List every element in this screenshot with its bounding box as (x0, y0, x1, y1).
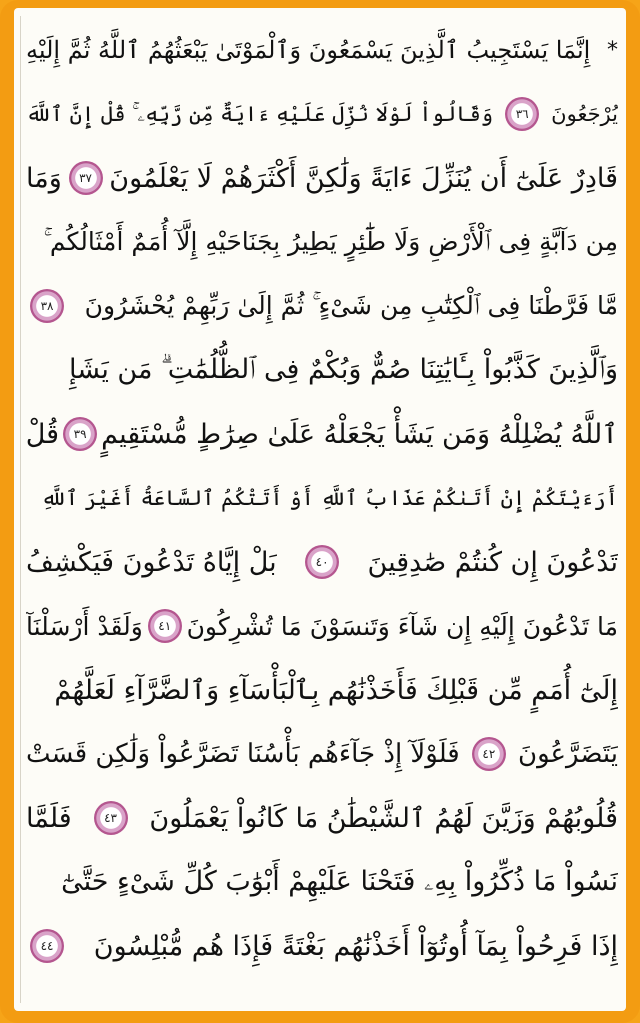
ayah-number-marker[interactable]: ٣٦ (505, 97, 539, 131)
ayah-number-marker[interactable]: ٣٨ (30, 289, 64, 323)
page-margin-line (20, 16, 21, 1003)
line-text: أَرَءَيْتَكُمْ إِنْ أَتَىٰكُمْ عَذَابُ ٱللَّهِ أَوْ أَتَتْكُمُ ٱلسَّاعَةُ أَغَيْرَ ٱللَّهِ (41, 486, 618, 510)
line-text: يَتَضَرَّعُونَ (517, 739, 618, 769)
line-1 (26, 18, 618, 82)
line-text: ٱللَّهُ يُضْلِلْهُ وَمَن يَشَأْ يَجْعَلْهُ عَلَىٰ صِرَٰطٍ مُّسْتَقِيمٍ (101, 418, 618, 450)
line-12 (26, 722, 618, 786)
ayah-number-marker[interactable]: ٤٢ (472, 737, 506, 771)
line-4 (26, 210, 618, 274)
verse-lines (26, 18, 618, 1001)
ayah-number-marker[interactable]: ٤٣ (94, 801, 128, 835)
line-text: إِنَّمَا يَسْتَجِيبُ ٱلَّذِينَ يَسْمَعُونَ وَٱلْمَوْتَىٰ يَبْعَثُهُمُ ٱللَّهُ ثُمَّ إِلَيْهِ (26, 36, 591, 64)
line-5 (26, 274, 618, 338)
line-11 (26, 658, 618, 722)
line-text: إِذَا فَرِحُواْ بِمَآ أُوتُوٓاْ أَخَذْنَٰهُم بَغْتَةً فَإِذَا هُم مُّبْلِسُونَ (93, 930, 618, 962)
line-9 (26, 530, 618, 594)
line-10 (26, 594, 618, 658)
line-text: يُرْجَعُونَ (551, 102, 618, 126)
line-6 (26, 338, 618, 402)
mushaf-page[interactable] (14, 8, 626, 1011)
line-text: نَسُواْ مَا ذُكِّرُواْ بِهِۦ فَتَحْنَا عَلَيْهِمْ أَبْوَٰبَ كُلِّ شَىْءٍ حَتَّىٰٓ (61, 866, 618, 897)
ayah-number-marker[interactable]: ٤٤ (30, 929, 64, 963)
line-text: مِن دَآبَّةٍ فِى ٱلْأَرْضِ وَلَا طَٰٓئِرٍ يَطِيرُ بِجَنَاحَيْهِ إِلَّآ أُمَمٌ أَمْثَالُكُم ۚ (43, 227, 618, 256)
hizb-star-icon: * (607, 37, 618, 63)
line-3 (26, 146, 618, 210)
line-text-after: وَقَالُواْ لَوْلَا نُزِّلَ عَلَيْهِ ءَايَةٌ مِّن رَّبِّهِۦ ۚ قُلْ إِنَّ ٱللَّهَ (26, 101, 494, 126)
ayah-number-marker[interactable]: ٣٩ (63, 417, 97, 451)
line-text-after: قُلْ (26, 418, 60, 450)
line-2 (26, 82, 618, 146)
ayah-number-marker[interactable]: ٤٠ (305, 545, 339, 579)
line-8 (26, 466, 618, 530)
line-text-after: وَلَقَدْ أَرْسَلْنَآ (26, 611, 143, 641)
line-7 (26, 402, 618, 466)
line-text: إِلَىٰٓ أُمَمٍ مِّن قَبْلِكَ فَأَخَذْنَٰهُم بِٱلْبَأْسَآءِ وَٱلضَّرَّآءِ لَعَلَّهُمْ (54, 674, 618, 706)
line-text: مَا تَدْعُونَ إِلَيْهِ إِن شَآءَ وَتَنسَوْنَ مَا تُشْرِكُونَ (186, 611, 618, 641)
line-text: تَدْعُونَ إِن كُنتُمْ صَٰدِقِينَ (367, 546, 618, 578)
line-13 (26, 786, 618, 850)
line-15 (26, 914, 618, 978)
ayah-number-marker[interactable]: ٤١ (148, 609, 182, 643)
ayah-number-marker[interactable]: ٣٧ (69, 161, 103, 195)
line-text-after: وَمَا (26, 162, 62, 194)
line-text: مَّا فَرَّطْنَا فِى ٱلْكِتَٰبِ مِن شَىْءٍ ۚ ثُمَّ إِلَىٰ رَبِّهِمْ يُحْشَرُونَ (84, 291, 618, 320)
line-text: قَادِرٌ عَلَىٰٓ أَن يُنَزِّلَ ءَايَةً وَلَٰكِنَّ أَكْثَرَهُمْ لَا يَعْلَمُونَ (109, 162, 618, 194)
line-text-after: بَلْ إِيَّاهُ تَدْعُونَ فَيَكْشِفُ (26, 546, 277, 578)
line-text: قُلُوبُهُمْ وَزَيَّنَ لَهُمُ ٱلشَّيْطَٰنُ مَا كَانُواْ يَعْمَلُونَ (149, 802, 618, 834)
line-text-after: فَلَمَّا (26, 802, 72, 834)
line-14 (26, 850, 618, 914)
line-text: وَٱلَّذِينَ كَذَّبُواْ بِـَٔايَٰتِنَا صُمٌّ وَبُكْمٌ فِى ٱلظُّلُمَٰتِ ۗ مَن يَشَإِ (69, 354, 618, 385)
line-text-after: فَلَوْلَآ إِذْ جَآءَهُم بَأْسُنَا تَضَرَّعُواْ وَلَٰكِن قَسَتْ (26, 739, 460, 769)
